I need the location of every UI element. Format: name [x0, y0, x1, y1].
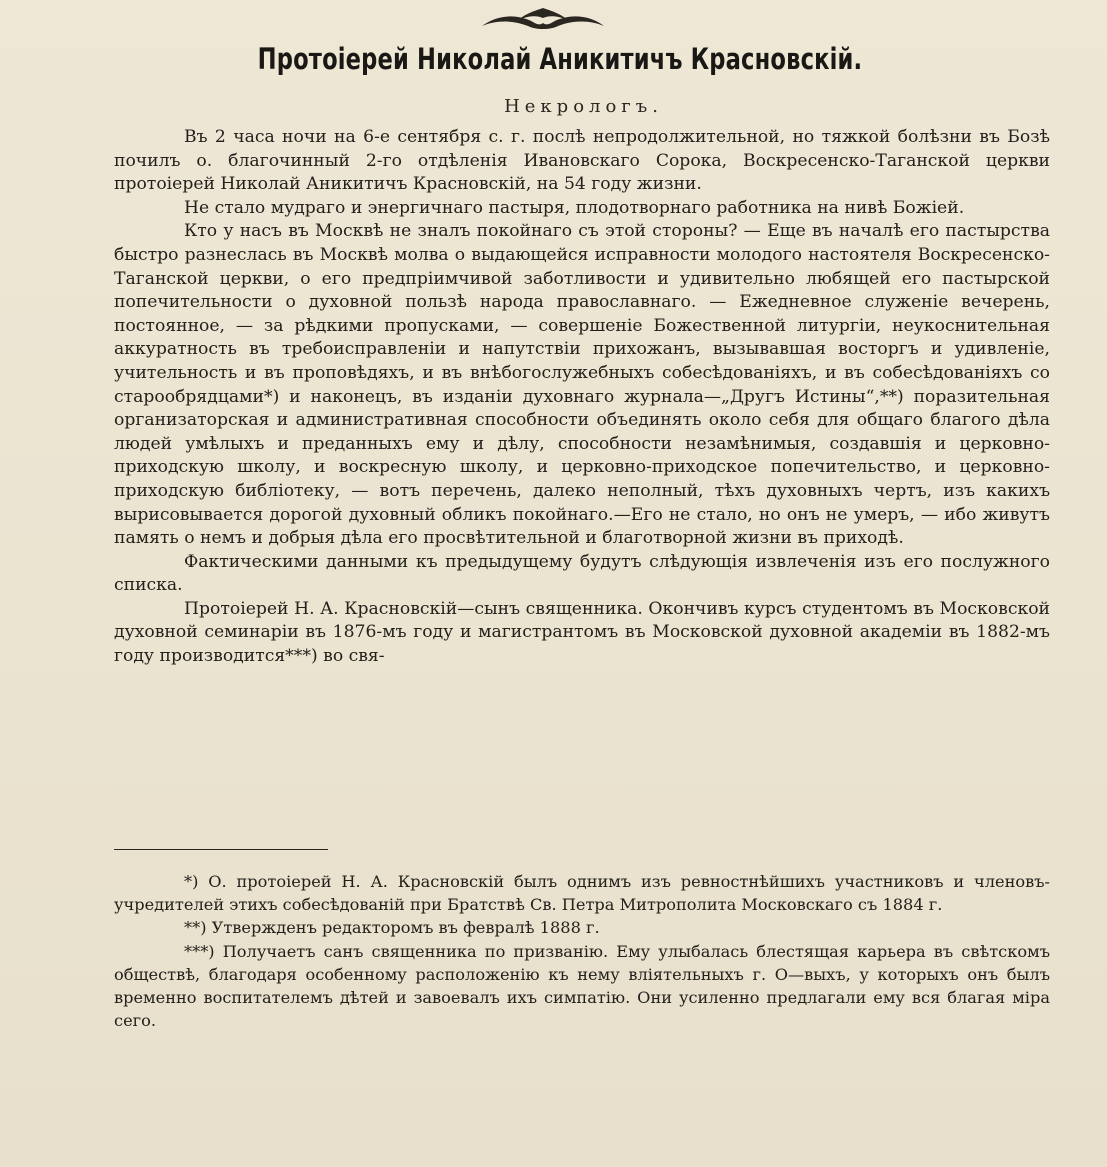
footnote: *) О. протоiерей Н. А. Красновскiй былъ однимъ изъ ревностнѣйшихъ участниковъ и членовъ-учредителей этихъ собесѣдованiй при Братствѣ Св. Петра Митрополита Московскаго съ 1884 г. — [114, 872, 1050, 915]
paragraph: Кто у насъ въ Москвѣ не зналъ покойнаго съ этой стороны? — Еще въ началѣ его пастырства быстро разнеслась въ Москвѣ молва о выдающейся исправности молодого настоятеля Воскресенско-Таганской церкви, о его предпрiимчивой заботливости и удивительно любящей его пастырской попечительности о духовной пользѣ народа православнаго. — Ежедневное служенiе вечерень, постоянное, — за рѣдкими пропусками, — совершенiе Божественной литургiи, неукоснительная аккуратность въ требоисправленiи и напутствiи прихожанъ, вызывавшая восторгъ и удивленiе, учительность и въ проповѣдяхъ, и въ внѣбогослужебныхъ собесѣдованiяхъ, и въ собесѣдованiяхъ со старообрядцами*) и наконецъ, въ изданiи духовнаго журнала—„Другъ Истины“,**) поразительная организаторская и административная способности объединять около себя для общаго благого дѣла людей умѣлыхъ и преданныхъ ему и дѣлу, способности незамѣнимыя, создавшiя и церковно-приходскую школу, и воскресную школу, и церковно-приходское попечительство, и церковно-приходскую библiотеку, — вотъ перечень, далеко неполный, тѣхъ духовныхъ чертъ, изъ какихъ вырисовывается дорогой духовный обликъ покойнаго.—Его не стало, но онъ не умеръ, — ибо живутъ память о немъ и добрыя дѣла его просвѣтительной и благотворной жизни въ приходѣ. — [114, 221, 1050, 549]
paragraph: Протоiерей Н. А. Красновскiй—сынъ священника. Окончивъ курсъ студентомъ въ Московской духовной семинарiи въ 1876-мъ году и магистрантомъ въ Московской духовной академiи въ 1882-мъ году производится***) во свя- — [114, 598, 1050, 667]
footnote-divider — [114, 849, 328, 850]
paragraph: Не стало мудраго и энергичнаго пастыря, плодотворнаго работника на нивѣ Божiей. — [184, 197, 965, 218]
paragraph: Въ 2 часа ночи на 6-е сентября с. г. послѣ непродолжительной, но тяжкой болѣзни въ Бозѣ почилъ о. благочинный 2-го отдѣленiя Ивановскаго Сорока, Воскресенско-Таганской церкви протоiерей Николай Аникитичъ Красновскiй, на 54 году жизни. — [114, 127, 1050, 195]
article-title: Протоiерей Николай Аникитичъ Красновскiй. — [257, 42, 863, 76]
footnote: ***) Получаетъ санъ священника по призванiю. Ему улыбалась блестящая карьера въ свѣтскомъ обществѣ, благодаря особенному расположенiю къ нему влiятельныхъ г. О—выхъ, у которыхъ онъ былъ временно воспитателемъ дѣтей и завоевалъ ихъ симпатiю. Они усиленно предлагали ему вся благая мiра сего. — [114, 941, 1050, 1031]
article-subtitle: Некрологъ. — [504, 96, 663, 117]
article-body — [114, 126, 1050, 669]
footnote: **) Утвержденъ редакторомъ въ февралѣ 1888 г. — [184, 918, 600, 938]
footnotes — [114, 870, 1050, 1032]
paragraph: Фактическими данными къ предыдущему будутъ слѣдующiя извлеченiя изъ его послужного списка. — [114, 551, 1050, 596]
ornament-headpiece-icon — [478, 6, 608, 36]
